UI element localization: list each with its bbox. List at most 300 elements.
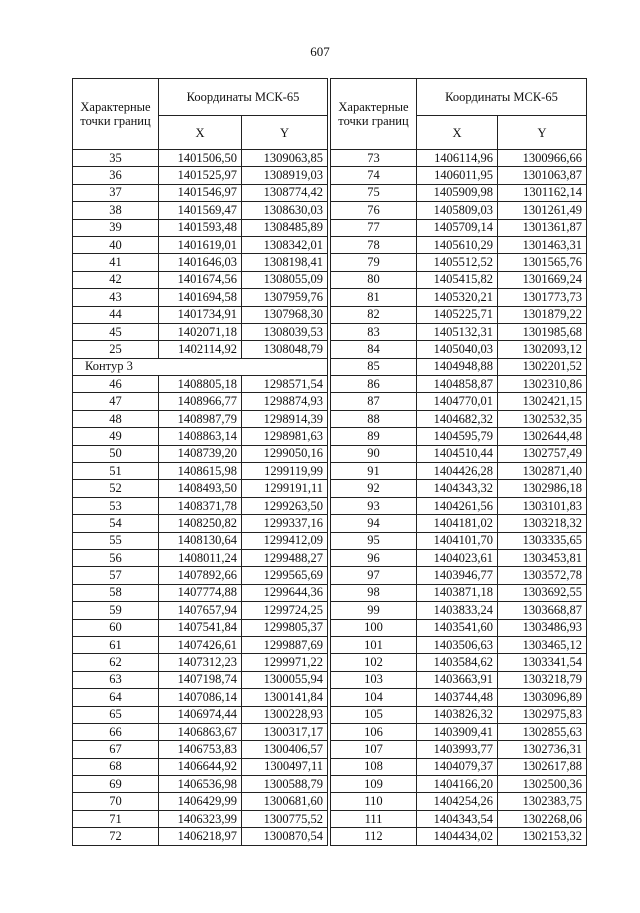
point-number-cell: 69 (73, 776, 159, 793)
point-number-cell: 112 (331, 828, 417, 845)
point-number-cell: 84 (331, 341, 417, 358)
x-coordinate-cell: 1406644,92 (159, 758, 242, 775)
table-row (331, 323, 587, 340)
table-row (73, 549, 328, 566)
y-coordinate-cell: 1302383,75 (498, 793, 587, 810)
table-row (73, 532, 328, 549)
x-coordinate-cell: 1407892,66 (159, 567, 242, 584)
point-number-cell: 25 (73, 341, 159, 358)
y-coordinate-cell: 1301985,68 (498, 323, 587, 340)
x-coordinate-cell: 1401674,56 (159, 271, 242, 288)
point-number-cell: 48 (73, 410, 159, 427)
table-row (73, 793, 328, 810)
table-row (331, 306, 587, 323)
point-number-cell: 87 (331, 393, 417, 410)
table-row (73, 828, 328, 845)
table-row (73, 289, 328, 306)
y-coordinate-cell: 1299887,69 (242, 636, 328, 653)
point-number-cell: 79 (331, 254, 417, 271)
point-number-cell: 46 (73, 376, 159, 393)
point-number-cell: 40 (73, 236, 159, 253)
table-row (331, 636, 587, 653)
y-coordinate-cell: 1300497,11 (242, 758, 328, 775)
y-coordinate-cell: 1302201,52 (498, 358, 587, 375)
y-coordinate-cell: 1301261,49 (498, 202, 587, 219)
table-row (331, 463, 587, 480)
x-coordinate-cell: 1406114,96 (417, 150, 498, 167)
point-number-cell: 110 (331, 793, 417, 810)
contour-spacer (242, 358, 328, 375)
point-number-cell: 96 (331, 549, 417, 566)
x-coordinate-cell: 1403826,32 (417, 706, 498, 723)
table-row (73, 393, 328, 410)
point-number-cell: 39 (73, 219, 159, 236)
y-coordinate-cell: 1302871,40 (498, 463, 587, 480)
table-row (73, 619, 328, 636)
y-coordinate-cell: 1308342,01 (242, 236, 328, 253)
point-number-cell: 36 (73, 167, 159, 184)
table-row (331, 410, 587, 427)
point-number-cell: 54 (73, 515, 159, 532)
header-points: Характерные точки границ (73, 79, 159, 150)
table-row (73, 150, 328, 167)
x-coordinate-cell: 1407541,84 (159, 619, 242, 636)
table-row (331, 358, 587, 375)
point-number-cell: 111 (331, 810, 417, 827)
x-coordinate-cell: 1404254,26 (417, 793, 498, 810)
table-row (331, 741, 587, 758)
table-row (73, 184, 328, 201)
point-number-cell: 49 (73, 428, 159, 445)
point-number-cell: 57 (73, 567, 159, 584)
y-coordinate-cell: 1300775,52 (242, 810, 328, 827)
point-number-cell: 108 (331, 758, 417, 775)
y-coordinate-cell: 1308039,53 (242, 323, 328, 340)
point-number-cell: 52 (73, 480, 159, 497)
y-coordinate-cell: 1302855,63 (498, 723, 587, 740)
table-row (331, 254, 587, 271)
table-row (73, 567, 328, 584)
table-row (73, 706, 328, 723)
point-number-cell: 97 (331, 567, 417, 584)
table-row (73, 271, 328, 288)
point-number-cell: 82 (331, 306, 417, 323)
coordinates-table-right (330, 78, 587, 846)
x-coordinate-cell: 1408371,78 (159, 497, 242, 514)
point-number-cell: 103 (331, 671, 417, 688)
y-coordinate-cell: 1302757,49 (498, 445, 587, 462)
point-number-cell: 64 (73, 689, 159, 706)
x-coordinate-cell: 1404510,44 (417, 445, 498, 462)
x-coordinate-cell: 1403541,60 (417, 619, 498, 636)
y-coordinate-cell: 1301361,87 (498, 219, 587, 236)
x-coordinate-cell: 1408863,14 (159, 428, 242, 445)
x-coordinate-cell: 1407198,74 (159, 671, 242, 688)
table-row (73, 741, 328, 758)
point-number-cell: 58 (73, 584, 159, 601)
table-row (73, 602, 328, 619)
x-coordinate-cell: 1404770,01 (417, 393, 498, 410)
y-coordinate-cell: 1308198,41 (242, 254, 328, 271)
header-points: Характерные точки границ (331, 79, 417, 150)
point-number-cell: 67 (73, 741, 159, 758)
table-row (331, 167, 587, 184)
table-row (331, 810, 587, 827)
table-row (331, 480, 587, 497)
table-row (73, 776, 328, 793)
table-row (73, 480, 328, 497)
y-coordinate-cell: 1303692,55 (498, 584, 587, 601)
x-coordinate-cell: 1408615,98 (159, 463, 242, 480)
x-coordinate-cell: 1404079,37 (417, 758, 498, 775)
x-coordinate-cell: 1404343,32 (417, 480, 498, 497)
point-number-cell: 70 (73, 793, 159, 810)
point-number-cell: 91 (331, 463, 417, 480)
y-coordinate-cell: 1303486,93 (498, 619, 587, 636)
y-coordinate-cell: 1302421,15 (498, 393, 587, 410)
table-row (331, 202, 587, 219)
y-coordinate-cell: 1301063,87 (498, 167, 587, 184)
point-number-cell: 98 (331, 584, 417, 601)
point-number-cell: 38 (73, 202, 159, 219)
x-coordinate-cell: 1401619,01 (159, 236, 242, 253)
y-coordinate-cell: 1303101,83 (498, 497, 587, 514)
x-coordinate-cell: 1401506,50 (159, 150, 242, 167)
y-coordinate-cell: 1301879,22 (498, 306, 587, 323)
point-number-cell: 101 (331, 636, 417, 653)
table-body-left (73, 79, 328, 846)
point-number-cell: 53 (73, 497, 159, 514)
table-row (331, 236, 587, 253)
point-number-cell: 75 (331, 184, 417, 201)
point-number-cell: 55 (73, 532, 159, 549)
y-coordinate-cell: 1298914,39 (242, 410, 328, 427)
y-coordinate-cell: 1300870,54 (242, 828, 328, 845)
y-coordinate-cell: 1303453,81 (498, 549, 587, 566)
y-coordinate-cell: 1299488,27 (242, 549, 328, 566)
table-row (73, 428, 328, 445)
x-coordinate-cell: 1405320,21 (417, 289, 498, 306)
y-coordinate-cell: 1300228,93 (242, 706, 328, 723)
point-number-cell: 63 (73, 671, 159, 688)
y-coordinate-cell: 1302093,12 (498, 341, 587, 358)
y-coordinate-cell: 1299263,50 (242, 497, 328, 514)
table-row (73, 758, 328, 775)
x-coordinate-cell: 1404948,88 (417, 358, 498, 375)
x-coordinate-cell: 1406974,44 (159, 706, 242, 723)
y-coordinate-cell: 1302986,18 (498, 480, 587, 497)
table-row (331, 723, 587, 740)
point-number-cell: 99 (331, 602, 417, 619)
y-coordinate-cell: 1307959,76 (242, 289, 328, 306)
table-row (331, 515, 587, 532)
y-coordinate-cell: 1299191,11 (242, 480, 328, 497)
point-number-cell: 43 (73, 289, 159, 306)
y-coordinate-cell: 1308055,09 (242, 271, 328, 288)
x-coordinate-cell: 1404682,32 (417, 410, 498, 427)
x-coordinate-cell: 1403663,91 (417, 671, 498, 688)
point-number-cell: 44 (73, 306, 159, 323)
y-coordinate-cell: 1299724,25 (242, 602, 328, 619)
point-number-cell: 42 (73, 271, 159, 288)
header-coords: Координаты МСК-65 (159, 79, 328, 116)
table-row (73, 445, 328, 462)
table-row (73, 636, 328, 653)
table-row (331, 793, 587, 810)
y-coordinate-cell: 1303218,79 (498, 671, 587, 688)
x-coordinate-cell: 1403833,24 (417, 602, 498, 619)
y-coordinate-cell: 1303341,54 (498, 654, 587, 671)
y-coordinate-cell: 1308919,03 (242, 167, 328, 184)
point-number-cell: 45 (73, 323, 159, 340)
y-coordinate-cell: 1303096,89 (498, 689, 587, 706)
table-row (331, 150, 587, 167)
point-number-cell: 56 (73, 549, 159, 566)
x-coordinate-cell: 1404261,56 (417, 497, 498, 514)
table-row (331, 289, 587, 306)
y-coordinate-cell: 1302153,32 (498, 828, 587, 845)
point-number-cell: 37 (73, 184, 159, 201)
x-coordinate-cell: 1408011,24 (159, 549, 242, 566)
x-coordinate-cell: 1407086,14 (159, 689, 242, 706)
y-coordinate-cell: 1302644,48 (498, 428, 587, 445)
y-coordinate-cell: 1308048,79 (242, 341, 328, 358)
x-coordinate-cell: 1408130,64 (159, 532, 242, 549)
x-coordinate-cell: 1403584,62 (417, 654, 498, 671)
point-number-cell: 102 (331, 654, 417, 671)
point-number-cell: 59 (73, 602, 159, 619)
x-coordinate-cell: 1405709,14 (417, 219, 498, 236)
y-coordinate-cell: 1302532,35 (498, 410, 587, 427)
table-row (331, 584, 587, 601)
x-coordinate-cell: 1407426,61 (159, 636, 242, 653)
point-number-cell: 50 (73, 445, 159, 462)
point-number-cell: 60 (73, 619, 159, 636)
table-row (73, 236, 328, 253)
table-row (331, 758, 587, 775)
x-coordinate-cell: 1404595,79 (417, 428, 498, 445)
y-coordinate-cell: 1299119,99 (242, 463, 328, 480)
x-coordinate-cell: 1401694,58 (159, 289, 242, 306)
y-coordinate-cell: 1300588,79 (242, 776, 328, 793)
x-coordinate-cell: 1403744,48 (417, 689, 498, 706)
table-row (331, 671, 587, 688)
x-coordinate-cell: 1407312,23 (159, 654, 242, 671)
x-coordinate-cell: 1408739,20 (159, 445, 242, 462)
page-number: 607 (310, 44, 330, 59)
point-number-cell: 106 (331, 723, 417, 740)
table-row (73, 376, 328, 393)
x-coordinate-cell: 1406536,98 (159, 776, 242, 793)
point-number-cell: 104 (331, 689, 417, 706)
x-coordinate-cell: 1403946,77 (417, 567, 498, 584)
point-number-cell: 95 (331, 532, 417, 549)
x-coordinate-cell: 1408805,18 (159, 376, 242, 393)
point-number-cell: 80 (331, 271, 417, 288)
y-coordinate-cell: 1303572,78 (498, 567, 587, 584)
table-row (331, 689, 587, 706)
y-coordinate-cell: 1303335,65 (498, 532, 587, 549)
x-coordinate-cell: 1402071,18 (159, 323, 242, 340)
x-coordinate-cell: 1405415,82 (417, 271, 498, 288)
table-row (73, 463, 328, 480)
x-coordinate-cell: 1402114,92 (159, 341, 242, 358)
y-coordinate-cell: 1303218,32 (498, 515, 587, 532)
table-row (73, 584, 328, 601)
table-row (331, 376, 587, 393)
table-row (73, 654, 328, 671)
x-coordinate-cell: 1404426,28 (417, 463, 498, 480)
x-coordinate-cell: 1404434,02 (417, 828, 498, 845)
point-number-cell: 61 (73, 636, 159, 653)
table-row (331, 567, 587, 584)
point-number-cell: 94 (331, 515, 417, 532)
table-row (73, 341, 328, 358)
y-coordinate-cell: 1299644,36 (242, 584, 328, 601)
table-row (73, 167, 328, 184)
table-row (331, 532, 587, 549)
table-row (331, 393, 587, 410)
point-number-cell: 86 (331, 376, 417, 393)
point-number-cell: 74 (331, 167, 417, 184)
header-y: Y (498, 116, 587, 150)
table-row (331, 654, 587, 671)
y-coordinate-cell: 1300681,60 (242, 793, 328, 810)
table-row (73, 689, 328, 706)
table-row (73, 306, 328, 323)
x-coordinate-cell: 1401569,47 (159, 202, 242, 219)
point-number-cell: 72 (73, 828, 159, 845)
x-coordinate-cell: 1403993,77 (417, 741, 498, 758)
point-number-cell: 73 (331, 150, 417, 167)
x-coordinate-cell: 1404101,70 (417, 532, 498, 549)
table-row (331, 619, 587, 636)
contour-row (73, 358, 328, 375)
x-coordinate-cell: 1405610,29 (417, 236, 498, 253)
table-row (331, 549, 587, 566)
table-row (73, 723, 328, 740)
point-number-cell: 107 (331, 741, 417, 758)
y-coordinate-cell: 1301463,31 (498, 236, 587, 253)
y-coordinate-cell: 1301669,24 (498, 271, 587, 288)
x-coordinate-cell: 1408966,77 (159, 393, 242, 410)
point-number-cell: 65 (73, 706, 159, 723)
x-coordinate-cell: 1408250,82 (159, 515, 242, 532)
table-row (73, 671, 328, 688)
header-x: X (417, 116, 498, 150)
x-coordinate-cell: 1401546,97 (159, 184, 242, 201)
y-coordinate-cell: 1308774,42 (242, 184, 328, 201)
point-number-cell: 62 (73, 654, 159, 671)
y-coordinate-cell: 1299565,69 (242, 567, 328, 584)
table-row (73, 323, 328, 340)
table-row (73, 497, 328, 514)
table-row (331, 602, 587, 619)
point-number-cell: 35 (73, 150, 159, 167)
y-coordinate-cell: 1302310,86 (498, 376, 587, 393)
y-coordinate-cell: 1299971,22 (242, 654, 328, 671)
point-number-cell: 66 (73, 723, 159, 740)
x-coordinate-cell: 1403871,18 (417, 584, 498, 601)
x-coordinate-cell: 1408493,50 (159, 480, 242, 497)
y-coordinate-cell: 1308630,03 (242, 202, 328, 219)
y-coordinate-cell: 1299805,37 (242, 619, 328, 636)
table-row (331, 706, 587, 723)
point-number-cell: 88 (331, 410, 417, 427)
y-coordinate-cell: 1300966,66 (498, 150, 587, 167)
x-coordinate-cell: 1405909,98 (417, 184, 498, 201)
x-coordinate-cell: 1406011,95 (417, 167, 498, 184)
y-coordinate-cell: 1303668,87 (498, 602, 587, 619)
point-number-cell: 90 (331, 445, 417, 462)
contour-label: Контур 3 (73, 358, 242, 375)
point-number-cell: 51 (73, 463, 159, 480)
y-coordinate-cell: 1301773,73 (498, 289, 587, 306)
table-row (331, 271, 587, 288)
y-coordinate-cell: 1302500,36 (498, 776, 587, 793)
point-number-cell: 81 (331, 289, 417, 306)
y-coordinate-cell: 1300055,94 (242, 671, 328, 688)
header-y: Y (242, 116, 328, 150)
table-row (331, 341, 587, 358)
y-coordinate-cell: 1298981,63 (242, 428, 328, 445)
y-coordinate-cell: 1303465,12 (498, 636, 587, 653)
x-coordinate-cell: 1404181,02 (417, 515, 498, 532)
x-coordinate-cell: 1406323,99 (159, 810, 242, 827)
table-row (331, 497, 587, 514)
y-coordinate-cell: 1299412,09 (242, 532, 328, 549)
table-row (331, 184, 587, 201)
point-number-cell: 89 (331, 428, 417, 445)
x-coordinate-cell: 1403909,41 (417, 723, 498, 740)
table-row (73, 254, 328, 271)
table-row (73, 410, 328, 427)
y-coordinate-cell: 1307968,30 (242, 306, 328, 323)
y-coordinate-cell: 1300406,57 (242, 741, 328, 758)
x-coordinate-cell: 1406218,97 (159, 828, 242, 845)
x-coordinate-cell: 1405512,52 (417, 254, 498, 271)
table-row (73, 202, 328, 219)
point-number-cell: 83 (331, 323, 417, 340)
x-coordinate-cell: 1406753,83 (159, 741, 242, 758)
point-number-cell: 100 (331, 619, 417, 636)
table-row (331, 828, 587, 845)
x-coordinate-cell: 1408987,79 (159, 410, 242, 427)
y-coordinate-cell: 1299050,16 (242, 445, 328, 462)
x-coordinate-cell: 1404166,20 (417, 776, 498, 793)
point-number-cell: 93 (331, 497, 417, 514)
point-number-cell: 77 (331, 219, 417, 236)
x-coordinate-cell: 1404858,87 (417, 376, 498, 393)
x-coordinate-cell: 1401593,48 (159, 219, 242, 236)
table-row (331, 428, 587, 445)
x-coordinate-cell: 1403506,63 (417, 636, 498, 653)
x-coordinate-cell: 1401525,97 (159, 167, 242, 184)
header-x: X (159, 116, 242, 150)
table-row (73, 515, 328, 532)
x-coordinate-cell: 1405809,03 (417, 202, 498, 219)
table-row (331, 219, 587, 236)
x-coordinate-cell: 1405040,03 (417, 341, 498, 358)
table-row (73, 219, 328, 236)
table-row (73, 810, 328, 827)
point-number-cell: 76 (331, 202, 417, 219)
y-coordinate-cell: 1298571,54 (242, 376, 328, 393)
point-number-cell: 78 (331, 236, 417, 253)
x-coordinate-cell: 1404343,54 (417, 810, 498, 827)
coordinates-table-left (72, 78, 328, 846)
table-body-right (331, 79, 587, 846)
